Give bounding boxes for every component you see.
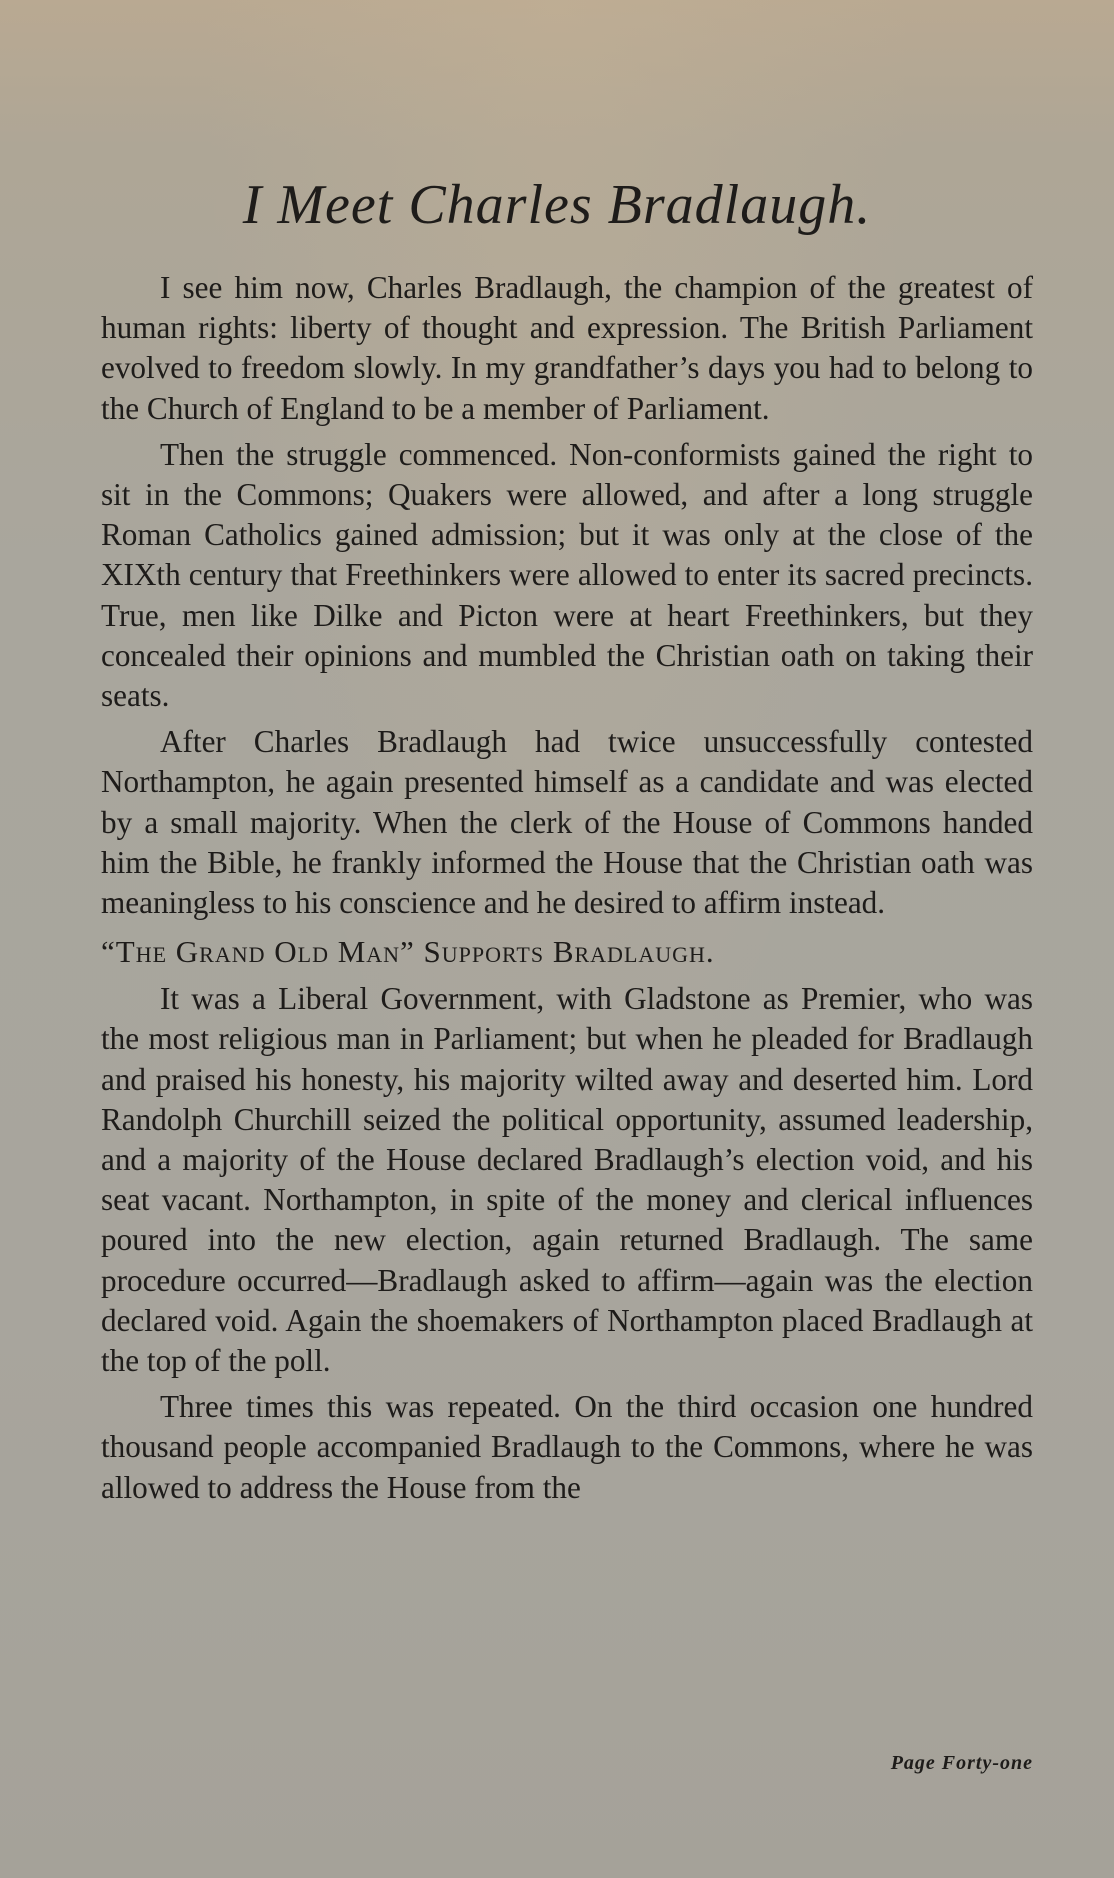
paragraph: After Charles Bradlaugh had twice unsuccessfully contested Northampton, he again presented himself as a candidate and was elected by a small majority. When the clerk of the House of Commons handed him the Bible, he frankly informed the House that the Christian oath was meaningless to his conscience and he desired to affirm instead. [101,724,1033,921]
page-number: Page Forty-one [890,1752,1033,1774]
chapter-title: I Meet Charles Bradlaugh. [242,174,872,236]
paragraph: Three times this was repeated. On the third occasion one hundred thousand people accompanied Bradlaugh to the Commons, where he was allowed to address the House from the [101,1389,1033,1505]
paragraph: Then the struggle commenced. Non-conformists gained the right to sit in the Commons; Quakers were allowed, and after a long struggle Roman Catholics gained admission; but it was only at the close of the XIXth century that Freethinkers were allowed to enter its sacred precincts. True, men like Dilke and Picton were at heart Freethinkers, but they concealed their opinions and mumbled the Christian oath on taking their seats. [101,436,1033,714]
paragraph: It was a Liberal Government, with Gladstone as Premier, who was the most religious man in Parliament; but when he pleaded for Bradlaugh and praised his honesty, his majority wilted away and deserted him. Lord Randolph Churchill seized the political opportunity, assumed leadership, and a majority of the House declared Bradlaugh’s election void, and his seat vacant. Northampton, in spite of the money and clerical influences poured into the new election, again returned Bradlaugh. The same procedure occurred—Bradlaugh asked to affirm—again was the election declared void. Again the shoemakers of Northampton placed Bradlaugh at the top of the poll. [101,981,1033,1379]
section-subheading: “The Grand Old Man” Supports Bradlaugh. [101,934,715,970]
body-text [101,268,1033,1514]
paragraph: I see him now, Charles Bradlaugh, the champion of the greatest of human rights: liberty of thought and expression. The British Parliament evolved to freedom slowly. In my grandfather’s days you had to belong to the Church of England to be a member of Parliament. [101,270,1033,426]
